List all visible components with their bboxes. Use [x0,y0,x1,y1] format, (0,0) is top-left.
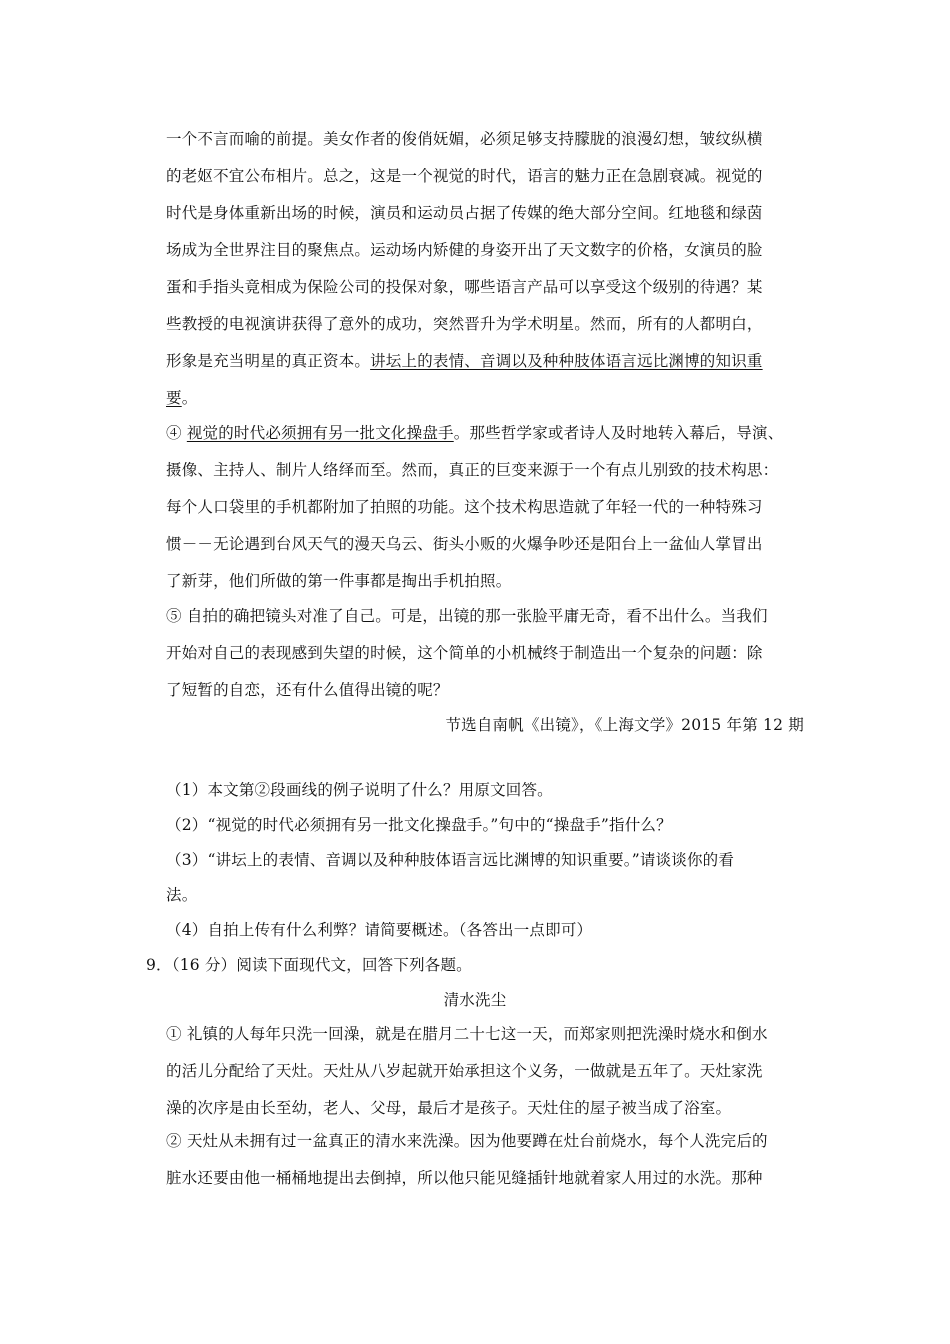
paragraph-3-line-8-punct: 。 [181,389,198,407]
underlined-sentence: 讲坛上的表情、音调以及种种肢体语言远比渊博的知识重 [370,352,763,370]
paragraph-3-line-1: 一个不言而喻的前提。美女作者的俊俏妩媚，必须足够支持朦胧的浪漫幻想，皱纹纵横 [166,130,763,148]
paragraph-4-line-2: 摄像、主持人、制片人络绎而至。然而，真正的巨变来源于一个有点儿别致的技术构思： [166,461,779,479]
question-1: （1）本文第②段画线的例子说明了什么？用原文回答。 [166,781,553,799]
paragraph-5-line-2: 开始对自己的表现感到失望的时候，这个简单的小机械终于制造出一个复杂的问题：除 [166,644,763,662]
paragraph-3-line-5: 蛋和手指头竟相成为保险公司的投保对象，哪些语言产品可以享受这个级别的待遇？某 [166,278,763,296]
passage-p1-line-1: ① 礼镇的人每年只洗一回澡，就是在腊月二十七这一天，而郑家则把洗澡时烧水和倒水 [166,1025,768,1043]
paragraph-4-line-4: 惯－－无论遇到台风天气的漫天乌云、街头小贩的火爆争吵还是阳台上一盆仙人掌冒出 [166,535,763,553]
paragraph-4-line-1-rest: 。那些哲学家或者诗人及时地转入幕后，导演、 [453,424,784,442]
question-3-line-2: 法。 [166,886,198,904]
paragraph-3-line-8 [166,388,197,408]
paragraph-4-marker: ④ [166,424,187,442]
paragraph-3-line-2: 的老妪不宜公布相片。总之，这是一个视觉的时代，语言的魅力正在急剧衰减。视觉的 [166,167,763,185]
source-citation: 节选自南帆《出镜》，《上海文学》2015 年第 12 期 [445,716,804,734]
paragraph-3-line-4: 场成为全世界注目的聚焦点。运动场内矫健的身姿开出了天文数字的价格，女演员的脸 [166,241,763,259]
passage-title: 清水洗尘 [443,991,507,1009]
paragraph-3-line-3: 时代是身体重新出场的时候，演员和运动员占据了传媒的绝大部分空间。红地毯和绿茵 [166,204,763,222]
passage-p2-line-2: 脏水还要由他一桶桶地提出去倒掉，所以他只能见缝插针地就着家人用过的水洗。那种 [166,1169,763,1187]
question-4: （4）自拍上传有什么利弊？请简要概述。（各答出一点即可） [166,921,593,939]
paragraph-3-line-7-text: 形象是充当明星的真正资本。 [166,352,371,370]
passage-p2-line-1: ② 天灶从未拥有过一盆真正的清水来洗澡。因为他要蹲在灶台前烧水，每个人洗完后的 [166,1132,768,1150]
underlined-phrase: 视觉的时代必须拥有另一批文化操盘手 [186,424,454,442]
paragraph-4-line-5: 了新芽，他们所做的第一件事都是掏出手机拍照。 [166,572,512,590]
underlined-sentence-end: 要 [166,389,182,407]
paragraph-4-line-3: 每个人口袋里的手机都附加了拍照的功能。这个技术构思造就了年轻一代的一种特殊习 [166,498,763,516]
question-9-stem: 9．（16 分）阅读下面现代文，回答下列各题。 [146,956,472,974]
paragraph-3-line-6: 些教授的电视演讲获得了意外的成功，突然晋升为学术明星。然而，所有的人都明白， [166,315,763,333]
paragraph-5-line-3: 了短暂的自恋，还有什么值得出镜的呢？ [166,681,449,699]
passage-p1-line-3: 澡的次序是由长至幼，老人、父母，最后才是孩子。天灶住的屋子被当成了浴室。 [166,1099,732,1117]
paragraph-4-line-1 [166,423,783,443]
question-2: （2）“视觉的时代必须拥有另一批文化操盘手。”句中的“操盘手”指什么？ [166,816,672,834]
passage-p1-line-2: 的活儿分配给了天灶。天灶从八岁起就开始承担这个义务，一做就是五年了。天灶家洗 [166,1062,763,1080]
paragraph-5-line-1: ⑤ 自拍的确把镜头对准了自己。可是，出镜的那一张脸平庸无奇，看不出什么。当我们 [166,607,768,625]
question-3-line-1: （3）“讲坛上的表情、音调以及种种肢体语言远比渊博的知识重要。”请谈谈你的看 [166,851,735,869]
paragraph-3-line-7 [166,351,763,371]
